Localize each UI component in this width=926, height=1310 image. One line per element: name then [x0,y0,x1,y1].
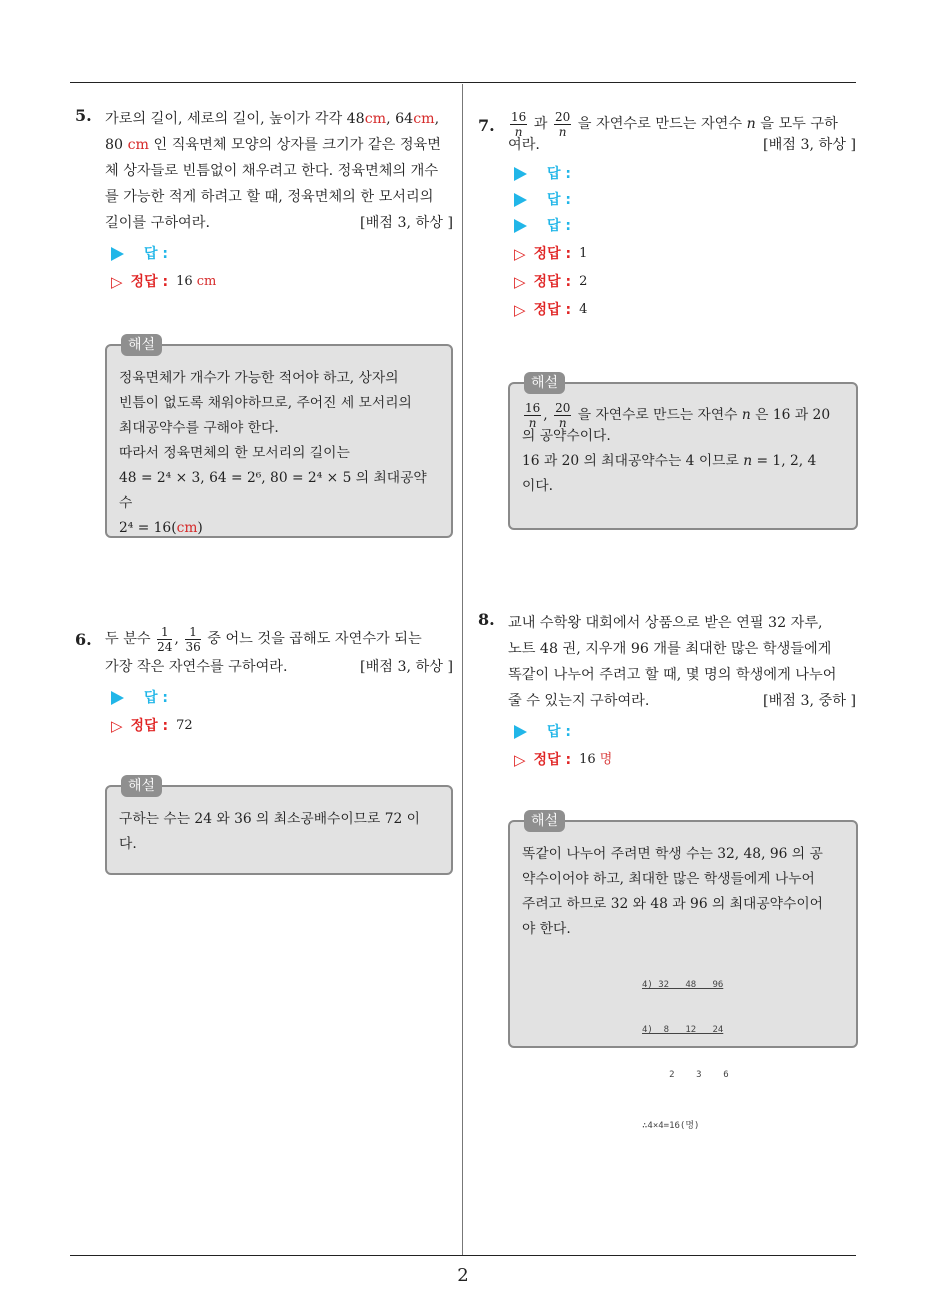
problem-number: 6. [75,630,92,649]
play-icon [111,691,124,705]
division-calculation: 4) 32 48 96 4) 8 12 24 2 3 6 ∴4×4=16(명) [642,980,729,1131]
problem-6 [75,624,453,740]
triangle-outline-icon: ▷ [514,301,526,319]
question-text: 두 분수 $\frac{1}{24}$ , $\frac{1}{36}$ 중 어느 것을 곱해도 자연수가 되는 가장 작은 자연수를 구하여라. [배점 3, 하상 ] [105,624,453,680]
correct-answer-row: ▷ 정답 : 4 [508,296,856,324]
play-icon [514,193,527,207]
explanation-box-5: 해설 정육면체가 개수가 가능한 적어야 하고, 상자의 빈틈이 없도록 채워야하므로, 주어진 세 모서리의 최대공약수를 구해야 한다. 따라서 정육면체의 한 모서리의 길이는 48 = 2⁴ × 3, 64 = 2⁶, 80 = 2⁴ × 5 의 최대공약수 2⁴ = 16(cm) [105,344,453,538]
score-meta: [배점 3, 중하 ] [763,693,856,709]
problem-5 [75,106,453,296]
explanation-tag: 해설 [121,334,162,356]
correct-answer-row: ▷ 정답 : 16 cm [105,268,453,296]
explanation-tag: 해설 [121,775,162,797]
triangle-outline-icon: ▷ [514,751,526,769]
answer-row: 답 : [508,212,856,240]
score-meta: [배점 3, 하상 ] [763,137,856,153]
problem-7 [478,108,856,324]
score-meta: [배점 3, 하상 ] [360,215,453,231]
triangle-outline-icon: ▷ [514,245,526,263]
triangle-outline-icon: ▷ [111,273,123,291]
page-number: 2 [457,1265,469,1286]
explanation-box-8: 해설 똑같이 나누어 주려면 학생 수는 32, 48, 96 의 공 약수이어야 하고, 최대한 많은 학생들에게 나누어 주려고 하므로 32 와 48 과 96 의 최대공약수이어 야 한다. 4) 32 48 96 4) 8 12 24 2 3 6 ∴4×4=16(명) [508,820,858,1048]
answer-row: 답 : [508,186,856,214]
problem-number: 5. [75,106,92,125]
question-text: 가로의 길이, 세로의 길이, 높이가 각각 48cm, 64cm, 80 cm 인 직육면체 모양의 상자를 크기가 같은 정육면 체 상자들로 빈틈없이 채우려고 한다. 정육면체의 개수 를 가능한 적게 하려고 할 때, 정육면체의 한 모서리의 길이를 구하여라. [배점 3, 하상 ] [105,106,453,236]
answer-row: 답 : [508,718,856,746]
answer-row: 답 : [105,240,453,268]
correct-answer-row: ▷ 정답 : 1 [508,240,856,268]
column-divider [462,84,463,1256]
problem-8 [478,610,856,774]
problem-number: 8. [478,610,495,629]
score-meta: [배점 3, 하상 ] [360,659,453,675]
correct-answer-row: ▷ 정답 : 2 [508,268,856,296]
play-icon [514,219,527,233]
answer-row: 답 : [105,684,453,712]
top-rule [70,82,856,83]
problem-number: 7. [478,116,495,135]
explanation-box-6: 해설 구하는 수는 24 와 36 의 최소공배수이므로 72 이 다. [105,785,453,875]
play-icon [111,247,124,261]
play-icon [514,725,527,739]
play-icon [514,167,527,181]
question-text: 교내 수학왕 대회에서 상품으로 받은 연필 32 자루, 노트 48 권, 지우개 96 개를 최대한 많은 학생들에게 똑같이 나누어 주려고 할 때, 몇 명의 학생에게 나누어 줄 수 있는지 구하여라. [배점 3, 중하 ] [508,610,856,714]
explanation-tag: 해설 [524,810,565,832]
correct-answer-row: ▷ 정답 : 72 [105,712,453,740]
triangle-outline-icon: ▷ [111,717,123,735]
question-text: $\frac{16}{n}$ 과 $\frac{20}{n}$ 을 자연수로 만드는 자연수 n 을 모두 구하 여라. [배점 3, 하상 ] [508,108,856,158]
triangle-outline-icon: ▷ [514,273,526,291]
correct-answer-row: ▷ 정답 : 16 명 [508,746,856,774]
explanation-box-7: 해설 $\frac{16}{n}$ , $\frac{20}{n}$ 을 자연수로 만드는 자연수 n 은 16 과 20 의 공약수이다. 16 과 20 의 최대공약수는 4 이므로 n = 1, 2, 4 이다. [508,382,858,530]
explanation-tag: 해설 [524,372,565,394]
bottom-rule [70,1255,856,1256]
answer-row: 답 : [508,160,856,188]
